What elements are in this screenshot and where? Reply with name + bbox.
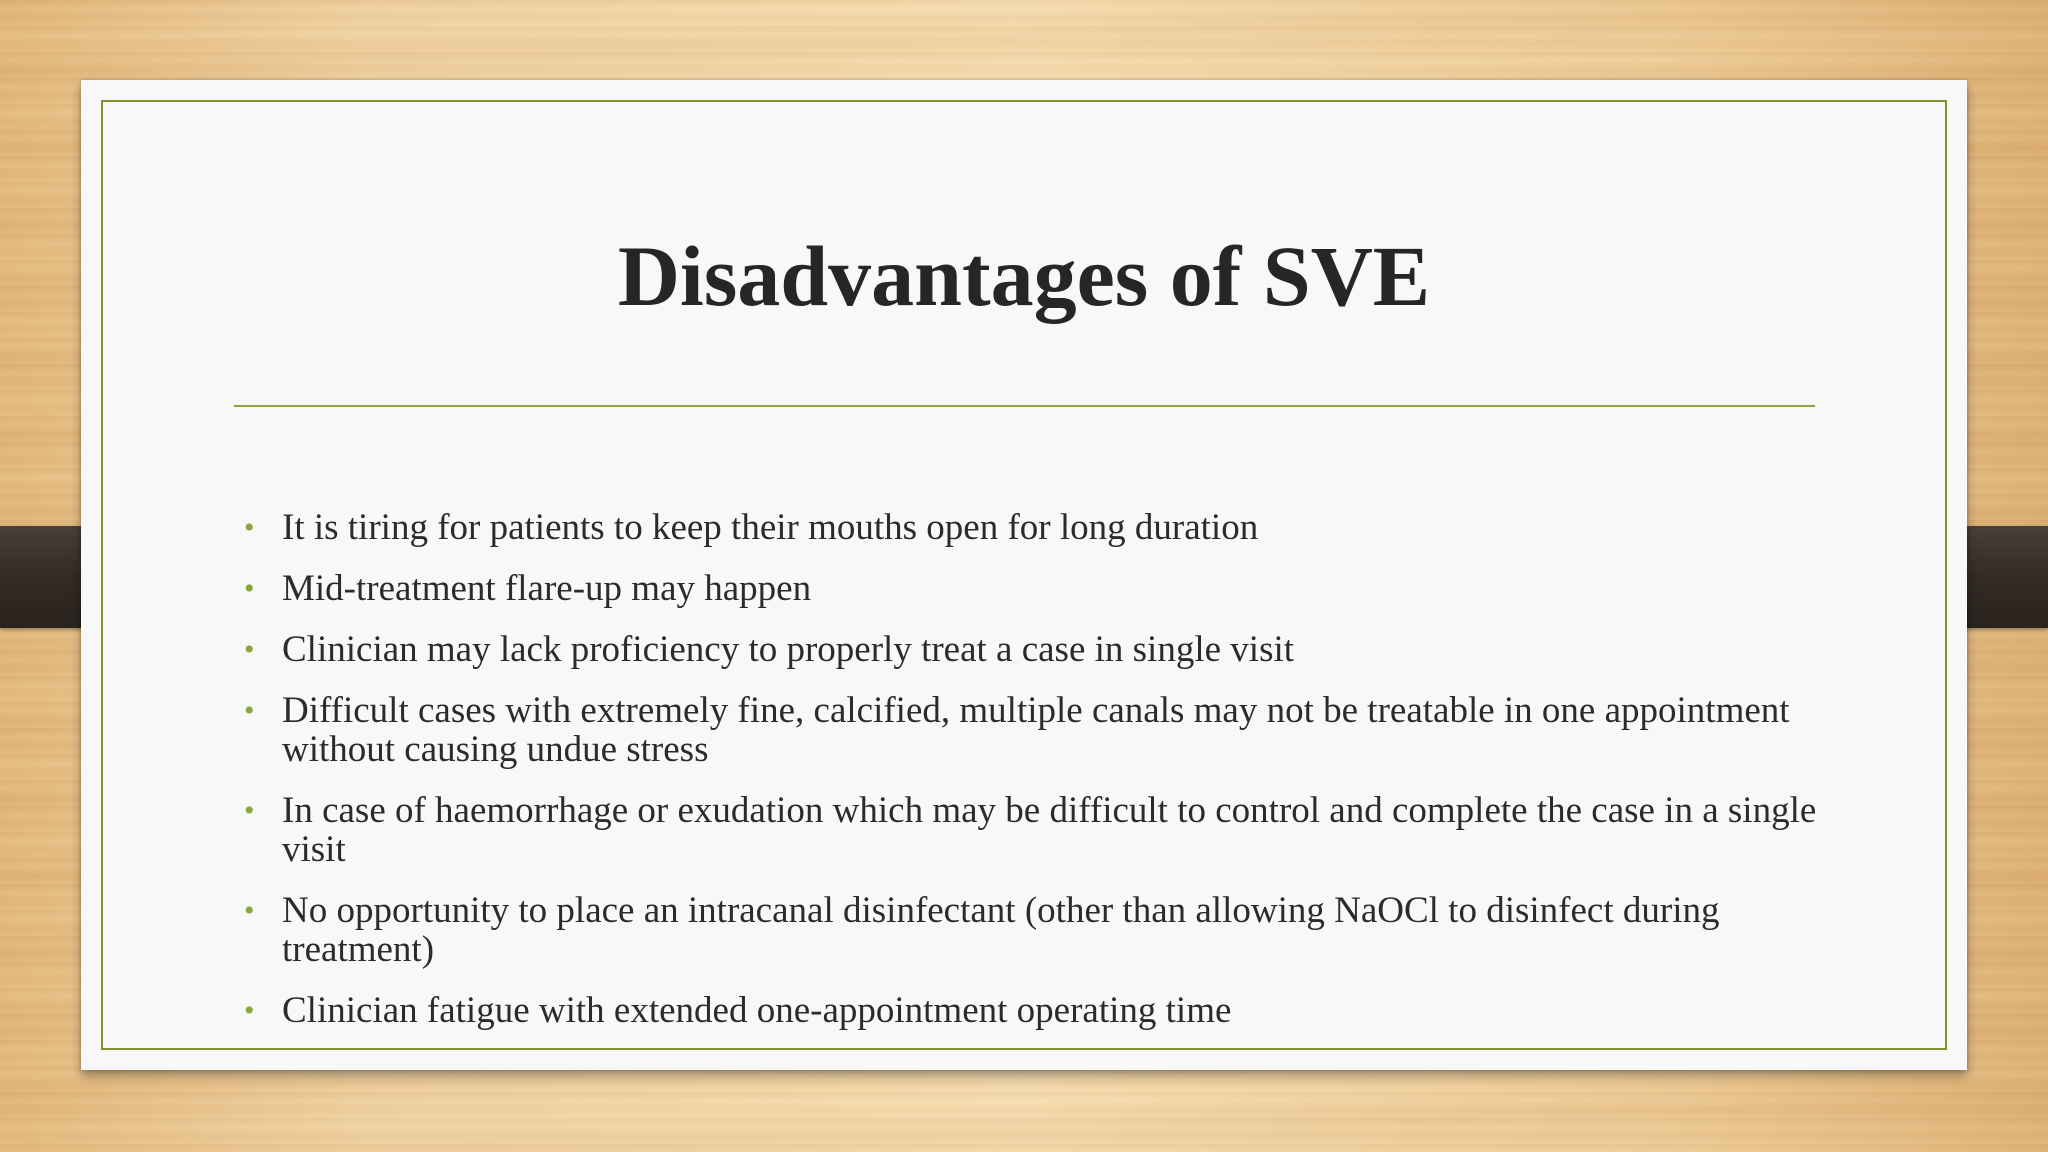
bullet-item (234, 891, 1834, 969)
bullet-text: No opportunity to place an intracanal disinfectant (other than allowing NaOCl to disinfect during treatment) (282, 890, 1720, 970)
bullet-dot-icon: • (244, 894, 255, 927)
slide-title: Disadvantages of SVE (617, 228, 1431, 324)
bullet-dot-icon: • (244, 511, 255, 544)
bullet-item (234, 791, 1834, 869)
bullet-text: Clinician fatigue with extended one-appointment operating time (282, 990, 1232, 1031)
bullet-item (234, 691, 1834, 769)
bullet-text: It is tiring for patients to keep their mouths open for long duration (282, 507, 1259, 548)
bullet-item (234, 508, 1834, 547)
bullet-dot-icon: • (244, 633, 255, 666)
title-divider (234, 405, 1815, 407)
bullet-text: Clinician may lack proficiency to properly treat a case in single visit (282, 629, 1295, 670)
bullet-item (234, 991, 1834, 1030)
bullet-item (234, 630, 1834, 669)
bullet-dot-icon: • (244, 694, 255, 727)
bullet-dot-icon: • (244, 572, 255, 605)
bullet-text: Difficult cases with extremely fine, calcified, multiple canals may not be treatable in one appointment without causing undue stress (282, 690, 1790, 770)
bullet-text: Mid-treatment flare-up may happen (282, 568, 812, 609)
bullet-dot-icon: • (244, 794, 255, 827)
bullet-text: In case of haemorrhage or exudation which may be difficult to control and complete the case in a single visit (282, 790, 1817, 870)
bullet-dot-icon: • (244, 994, 255, 1027)
bullet-item (234, 569, 1834, 608)
bullet-list (234, 508, 1834, 1052)
slide (81, 80, 1967, 1070)
